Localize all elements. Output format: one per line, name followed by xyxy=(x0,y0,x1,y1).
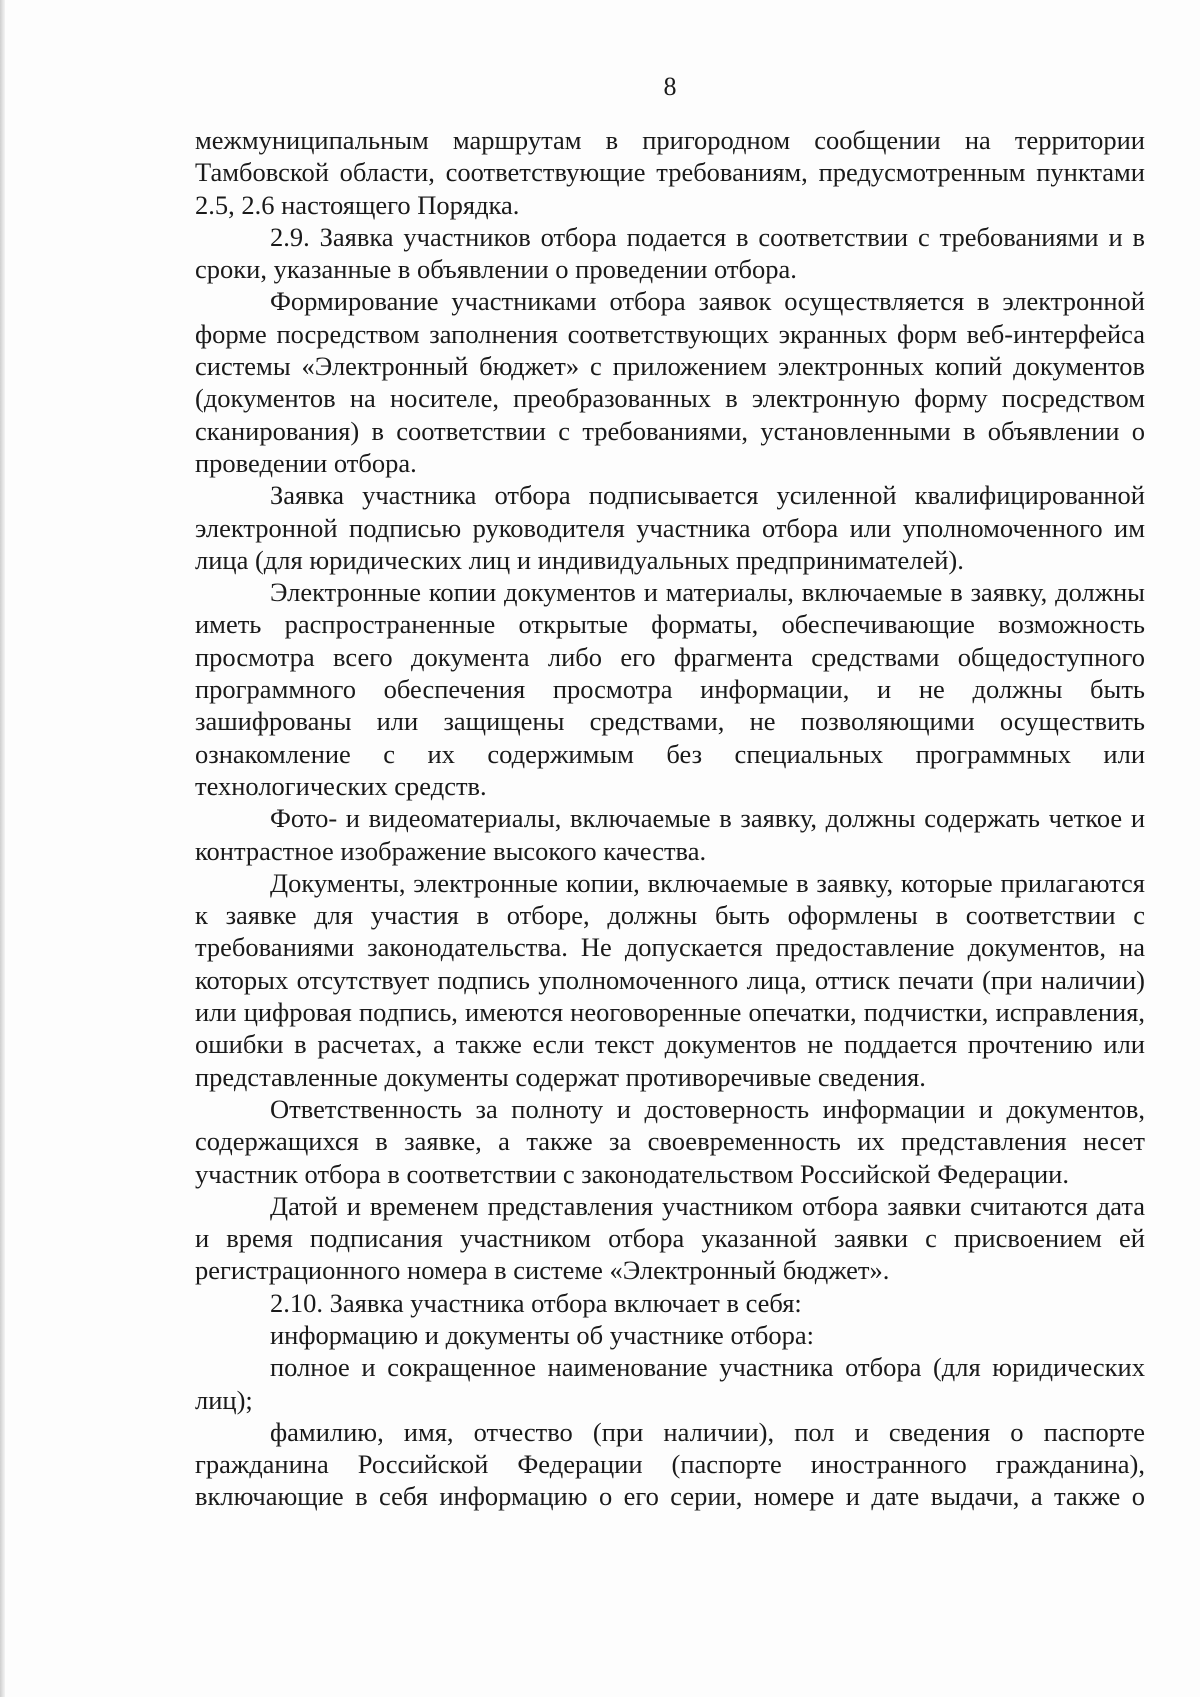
paragraph: Электронные копии документов и материалы, включаемые в заявку, должны иметь распространенные открытые форматы, обеспечивающие возможность просмотра всего документа либо его фрагмента средствами общедоступного программного обеспечения просмотра информации, и не должны быть зашифрованы или защищены средствами, не позволяющими осуществить ознакомление с их содержимым без специальных программных или технологических средств. xyxy=(195,577,1145,801)
paragraph: межмуниципальным маршрутам в пригородном сообщении на территории Тамбовской области, соответствующие требованиям, предусмотренным пунктами 2.5, 2.6 настоящего Порядка. xyxy=(195,125,1145,220)
document-body xyxy=(195,124,1145,1513)
paragraph: 2.9. Заявка участников отбора подается в соответствии с требованиями и в сроки, указанные в объявлении о проведении отбора. xyxy=(195,221,1145,285)
page-number: 8 xyxy=(663,72,677,101)
paragraph: полное и сокращенное наименование участника отбора (для юридических лиц); xyxy=(195,1352,1145,1415)
scan-edge-shadow xyxy=(0,0,5,1697)
paragraph: Документы, электронные копии, включаемые в заявку, которые прилагаются к заявке для участия в отборе, должны быть оформлены в соответствии с требованиями законодательства. Не допускается предоставление документов, на которых отсутствует подпись уполномоченного лица, оттиск печати (при наличии) или цифровая подпись, имеются неоговоренные опечатки, подчистки, исправления, ошибки в расчетах, а также если текст документов не поддается прочтению или представленные документы содержат противоречивые сведения. xyxy=(195,867,1145,1092)
paragraph: Формирование участниками отбора заявок осуществляется в электронной форме посредством заполнения соответствующих экранных форм веб-интерфейса системы «Электронный бюджет» с приложением электронных копий документов (документов на носителе, преобразованных в электронную форму посредством сканирования) в соответствии с требованиями, установленными в объявлении о проведении отбора. xyxy=(195,286,1145,478)
paragraph: Фото- и видеоматериалы, включаемые в заявку, должны содержать четкое и контрастное изображение высокого качества. xyxy=(195,803,1145,866)
paragraph-continued: фамилию, имя, отчество (при наличии), пол и сведения о паспорте гражданина Российской Федерации (паспорте иностранного гражданина), включающие в себя информацию о его серии, номере и дате выдачи, а также о xyxy=(195,1416,1145,1512)
paragraph: Датой и временем представления участником отбора заявки считаются дата и время подписания участником отбора указанной заявки с присвоением ей регистрационного номера в системе «Электронный бюджет». xyxy=(195,1190,1145,1286)
paragraph: Заявка участника отбора подписывается усиленной квалифицированной электронной подписью руководителя участника отбора или уполномоченного им лица (для юридических лиц и индивидуальных предпринимателей). xyxy=(195,480,1145,575)
section-heading: 2.10. Заявка участника отбора включает в себя: xyxy=(270,1287,802,1318)
paragraph: Ответственность за полноту и достоверность информации и документов, содержащихся в заявке, а также за своевременность их представления несет участник отбора в соответствии с законодательством Российской Федерации. xyxy=(195,1093,1145,1189)
paragraph: информацию и документы об участнике отбора: xyxy=(270,1319,815,1350)
